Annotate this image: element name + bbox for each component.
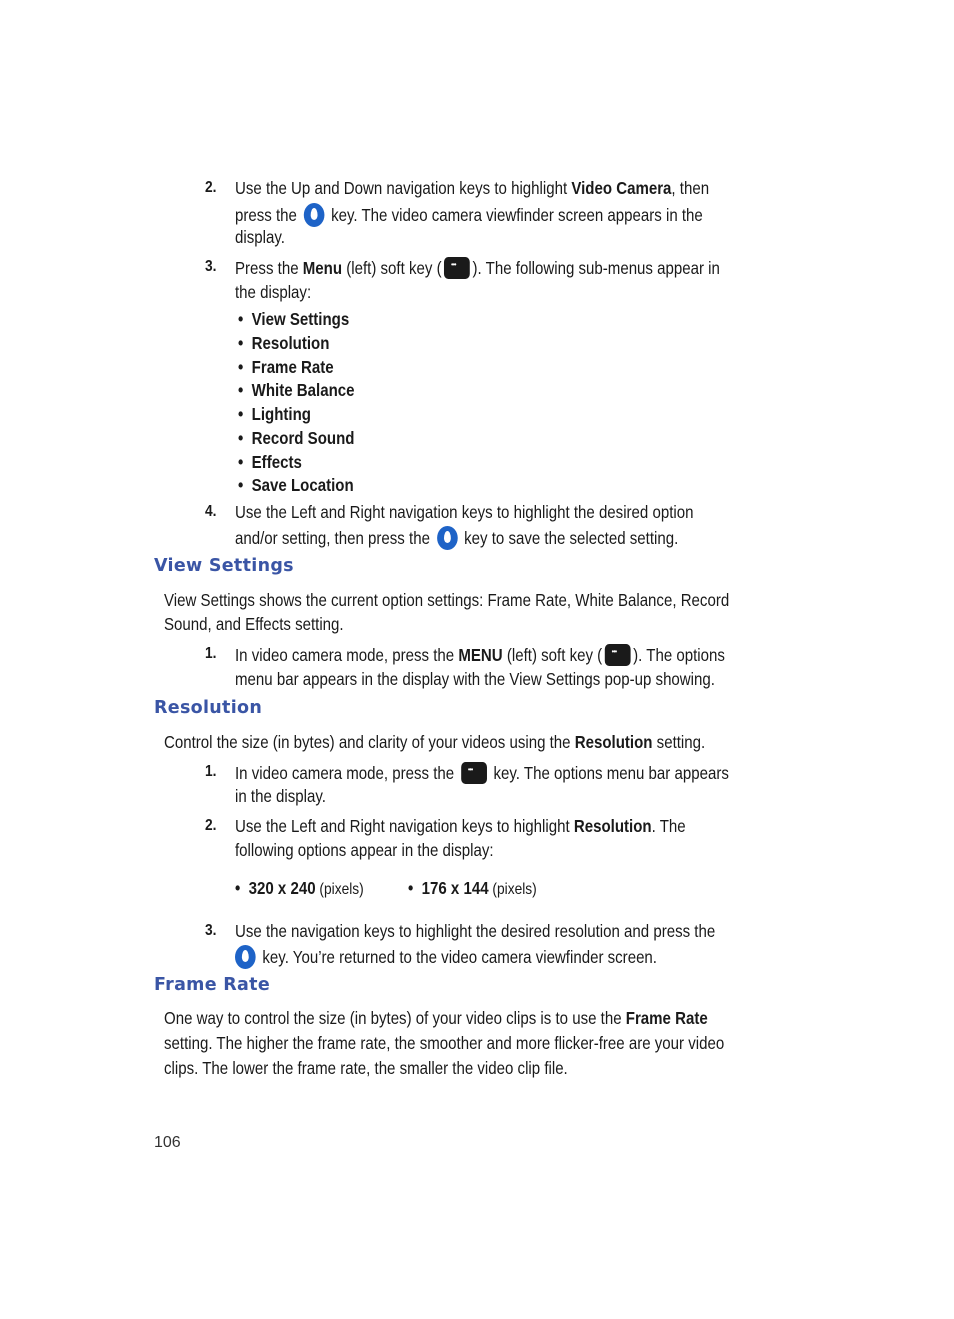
vs-step1-bold: MENU: [458, 645, 503, 665]
res-para-text-end: setting.: [652, 732, 706, 752]
step2-line2: [235, 203, 703, 227]
resolution-step3-line2: [235, 945, 657, 969]
list-item: • White Balance: [238, 380, 355, 400]
left-soft-key-icon: [605, 644, 631, 666]
list-item: • Record Sound: [238, 428, 355, 448]
step4-line2: [235, 526, 678, 550]
step-number: 1.: [205, 763, 217, 780]
list-item: • Lighting: [238, 404, 311, 424]
resolution-step2-line1: [235, 816, 686, 837]
view-settings-step1-line1: [235, 644, 725, 666]
list-item-label: Record Sound: [251, 428, 355, 448]
ok-key-icon: [235, 945, 256, 969]
resolution-step3-line1: Use the navigation keys to highlight the desired resolution and press the: [235, 921, 716, 941]
res-step2-text-end: . The: [651, 816, 686, 836]
step2-text2-end: key. The video camera viewfinder screen appears in the: [326, 205, 703, 225]
section-heading-resolution: Resolution: [154, 698, 263, 718]
list-item: • 176 x 144 (pixels): [408, 878, 537, 898]
resolution-para: [164, 732, 705, 753]
resolution-step2-line2: following options appear in the display:: [235, 840, 494, 860]
list-item-label: Frame Rate: [251, 357, 334, 377]
step-number: 3.: [205, 258, 217, 275]
view-settings-step1-line2: menu bar appears in the display with the View Settings pop-up showing.: [235, 669, 715, 689]
list-item-label: View Settings: [251, 309, 350, 329]
step-number: 3.: [205, 922, 217, 939]
resolution-step1-line2: in the display.: [235, 786, 326, 806]
step2-bold: Video Camera: [571, 178, 672, 198]
ok-key-icon: [437, 526, 458, 550]
step-number: 4.: [205, 503, 217, 520]
vs-step1-text-end: ). The options: [633, 645, 725, 665]
resolution-option-unit: (pixels): [315, 881, 364, 898]
resolution-step1-line1: [235, 762, 729, 784]
fr-text: One way to control the size (in bytes) of your video clips is to use the: [164, 1008, 626, 1028]
list-item: • Frame Rate: [238, 357, 334, 377]
res-para-bold: Resolution: [574, 732, 653, 752]
vs-step1-text: In video camera mode, press the: [235, 645, 459, 665]
res-para-text: Control the size (in bytes) and clarity of your videos using the: [164, 732, 575, 752]
frame-rate-line1: [164, 1008, 708, 1029]
list-item-label: Effects: [251, 452, 302, 472]
list-item: • Effects: [238, 452, 302, 472]
step2-line3: display.: [235, 227, 285, 247]
list-item-label: Resolution: [251, 333, 330, 353]
frame-rate-line2: setting. The higher the frame rate, the smoother and more flicker-free are your video: [164, 1033, 725, 1053]
section-heading-frame-rate: Frame Rate: [154, 975, 270, 995]
list-item-label: White Balance: [251, 380, 355, 400]
res-step1-text-end: key. The options menu bar appears: [489, 763, 729, 783]
list-item: • Save Location: [238, 475, 354, 495]
list-item: • 320 x 240 (pixels): [235, 878, 364, 898]
step4-line1: Use the Left and Right navigation keys to highlight the desired option: [235, 502, 694, 522]
list-item: • View Settings: [238, 309, 350, 329]
left-soft-key-icon: [444, 257, 470, 279]
step3-text: Press the: [235, 258, 303, 278]
section-heading-view-settings: View Settings: [154, 556, 294, 576]
step2-line1: [235, 178, 709, 199]
resolution-option-label: 176 x 144: [421, 878, 489, 898]
res-step2-text: Use the Left and Right navigation keys to highlight: [235, 816, 574, 836]
step4-text-end: key to save the selected setting.: [459, 528, 679, 548]
step3-text-end: ). The following sub-menus appear in: [472, 258, 720, 278]
step-number: 2.: [205, 179, 217, 196]
res-step1-text: In video camera mode, press the: [235, 763, 459, 783]
step2-text2: press the: [235, 205, 302, 225]
res-step3-text: key. You’re returned to the video camera viewfinder screen.: [258, 947, 657, 967]
list-item: • Resolution: [238, 333, 330, 353]
step3-line2: the display:: [235, 282, 312, 302]
resolution-option-unit: (pixels): [488, 881, 537, 898]
resolution-option-label: 320 x 240: [248, 878, 316, 898]
step3-text-mid: (left) soft key (: [342, 258, 442, 278]
step3-line1: [235, 257, 720, 279]
res-step2-bold: Resolution: [573, 816, 652, 836]
step-number: 2.: [205, 817, 217, 834]
step-number: 1.: [205, 645, 217, 662]
step4-text: and/or setting, then press the: [235, 528, 435, 548]
view-settings-para-line1: View Settings shows the current option settings: Frame Rate, White Balance, Record: [164, 590, 730, 610]
page-number: 106: [154, 1134, 181, 1151]
step2-text: Use the Up and Down navigation keys to highlight: [235, 178, 572, 198]
frame-rate-line3: clips. The lower the frame rate, the smaller the video clip file.: [164, 1058, 568, 1078]
list-item-label: Lighting: [251, 404, 311, 424]
fr-bold: Frame Rate: [625, 1008, 708, 1028]
step3-bold: Menu: [302, 258, 343, 278]
left-soft-key-icon: [461, 762, 487, 784]
vs-step1-text-mid: (left) soft key (: [502, 645, 603, 665]
view-settings-para-line2: Sound, and Effects setting.: [164, 614, 344, 634]
ok-key-icon: [304, 203, 325, 227]
step2-text-end: , then: [671, 178, 710, 198]
list-item-label: Save Location: [251, 475, 354, 495]
